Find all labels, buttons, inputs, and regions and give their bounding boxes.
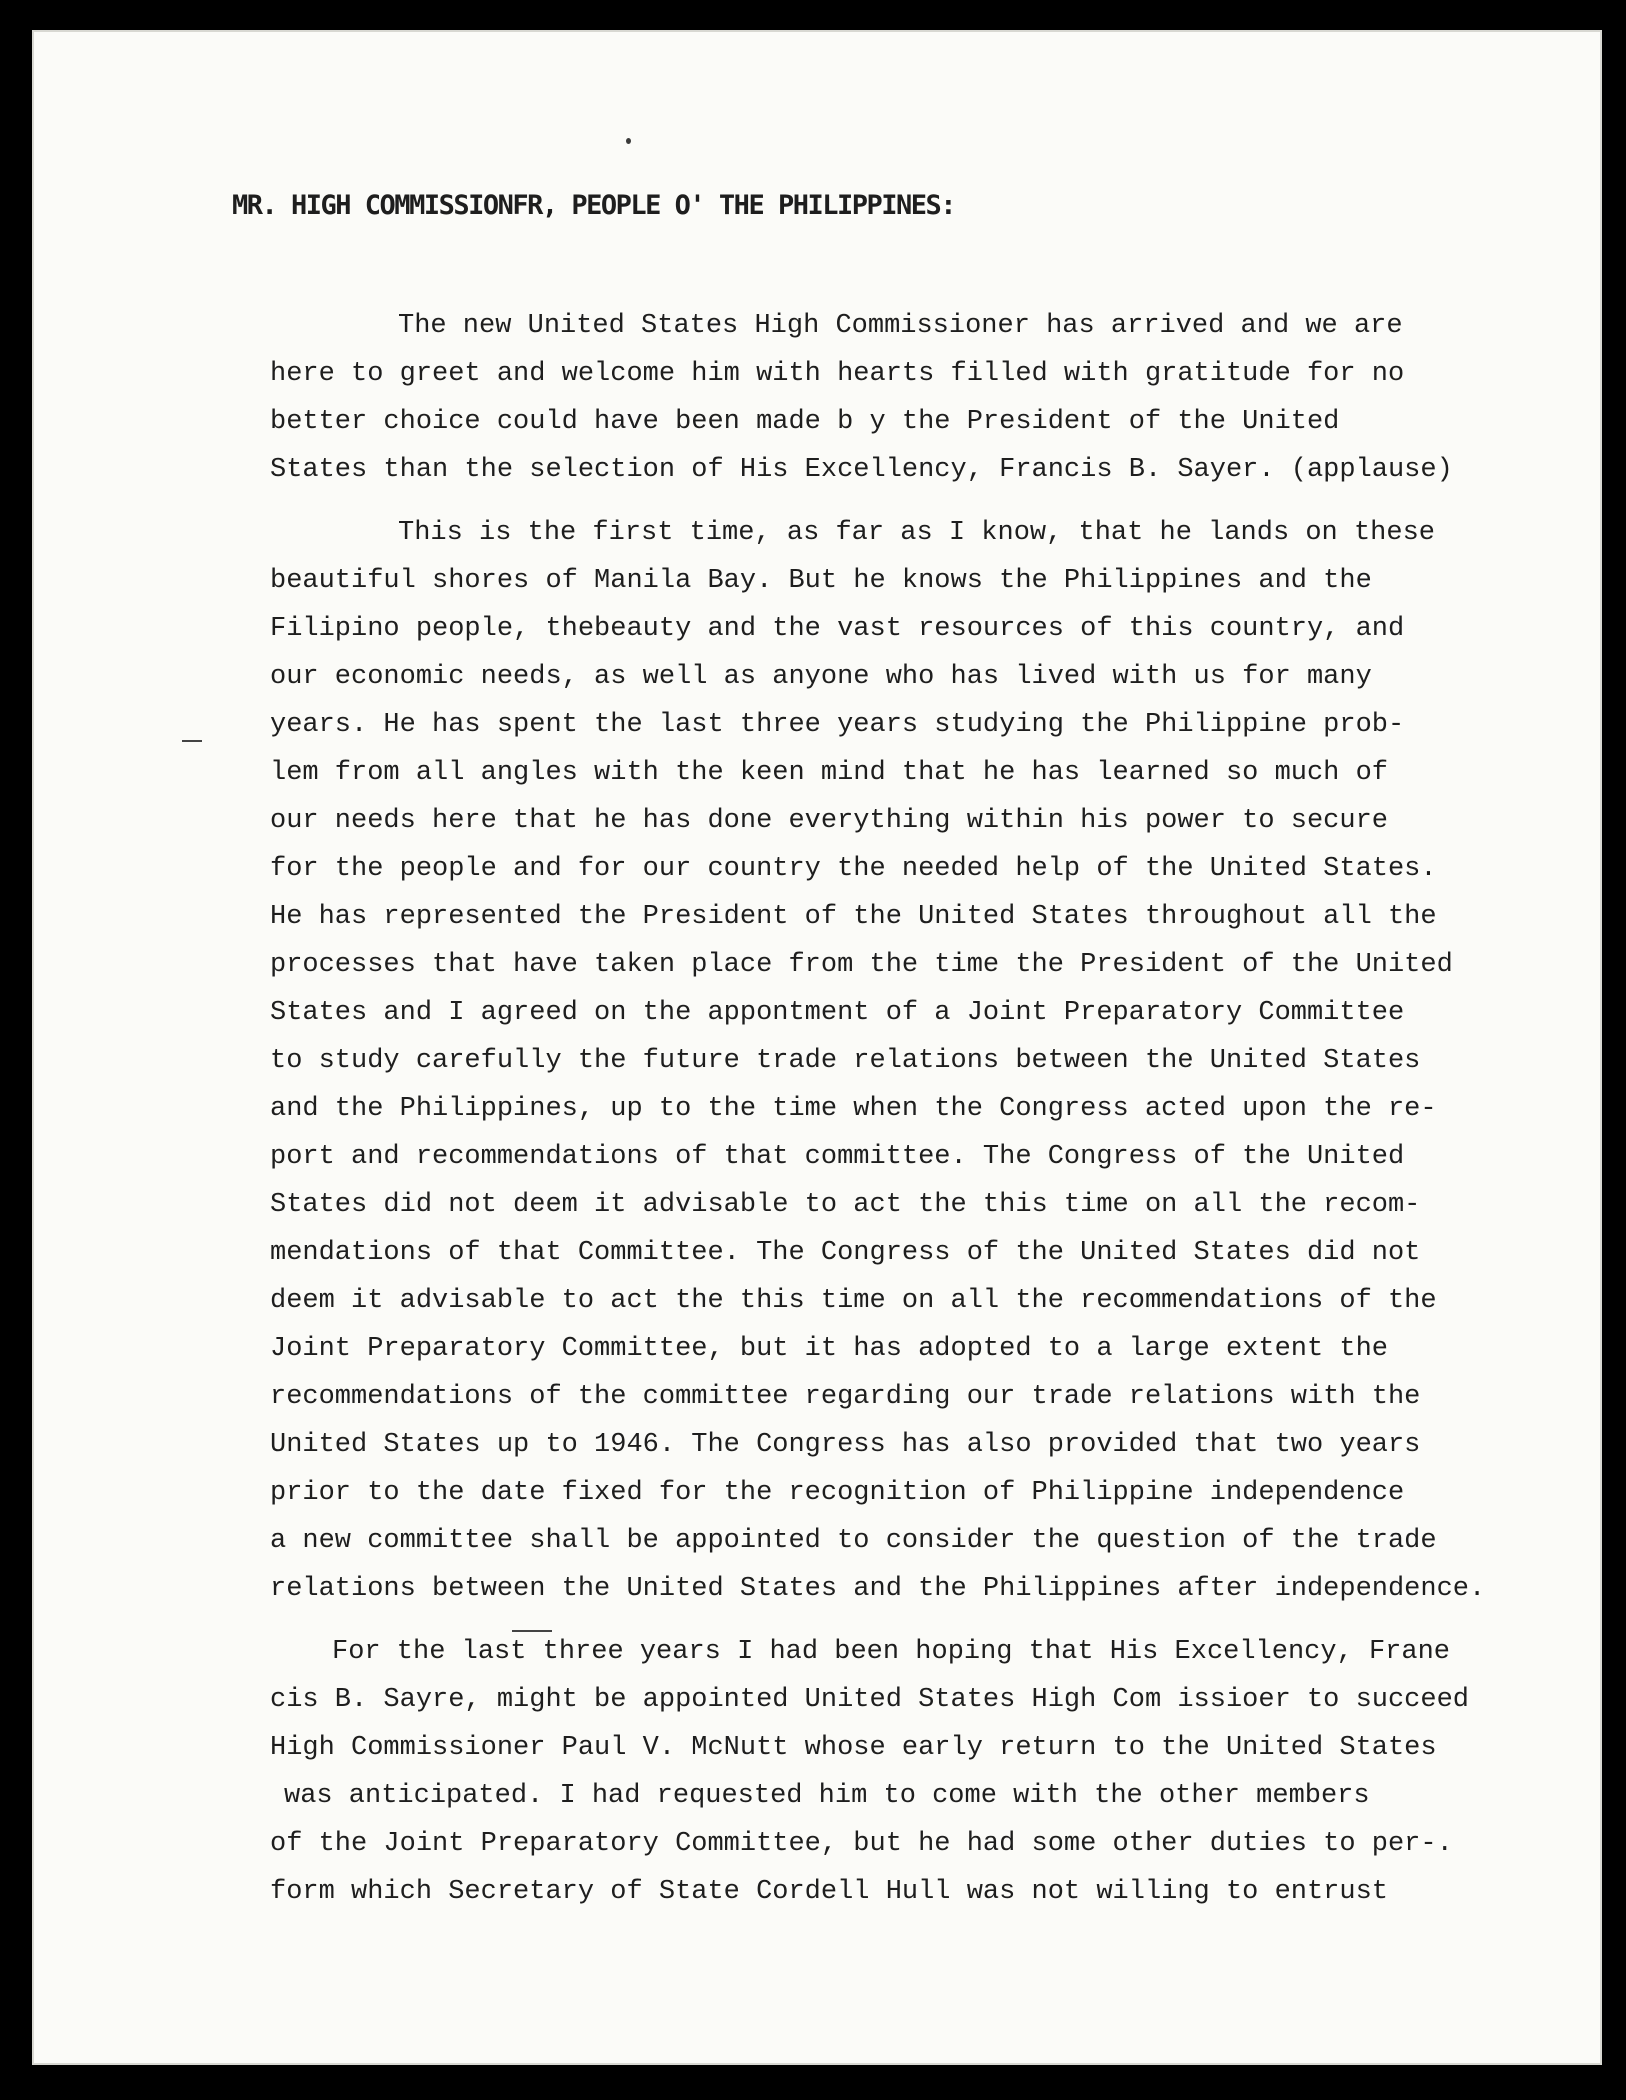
text-line: processes that have taken place from the time the President of the United	[270, 950, 1453, 980]
text-line: our needs here that he has done everything within his power to secure	[270, 806, 1388, 836]
speech-body	[270, 302, 1510, 1916]
text-line: relations between the United States and the Philippines after independence.	[270, 1574, 1486, 1604]
text-line: better choice could have been made b y the President of the United	[270, 407, 1340, 437]
text-line: our economic needs, as well as anyone who has lived with us for many	[270, 662, 1372, 692]
scan-mark	[182, 740, 202, 742]
scan-speck	[626, 138, 631, 144]
text-line: He has represented the President of the United States throughout all the	[270, 902, 1437, 932]
text-line: High Commissioner Paul V. McNutt whose early return to the United States	[270, 1733, 1437, 1763]
text-line: to study carefully the future trade relations between the United States	[270, 1046, 1421, 1076]
text-line: Joint Preparatory Committee, but it has adopted to a large extent the	[270, 1334, 1388, 1364]
scan-mark	[512, 1630, 552, 1632]
document-page	[32, 30, 1602, 2065]
text-line: mendations of that Committee. The Congress of the United States did not	[270, 1238, 1421, 1268]
text-line: United States up to 1946. The Congress has also provided that two years	[270, 1430, 1421, 1460]
text-line: For the last three years I had been hoping that His Excellency, Frane	[332, 1637, 1450, 1667]
text-line: States than the selection of His Excellency, Francis B. Sayer. (applause)	[270, 455, 1453, 485]
text-line: This is the first time, as far as I know, that he lands on these	[398, 518, 1435, 548]
text-line: years. He has spent the last three years studying the Philippine prob-	[270, 710, 1405, 740]
text-line: a new committee shall be appointed to consider the question of the trade	[270, 1526, 1437, 1556]
text-line: here to greet and welcome him with hearts filled with gratitude for no	[270, 359, 1405, 389]
speech-salutation: MR. HIGH COMMISSIONFR, PEOPLE O' THE PHILIPPINES:	[232, 190, 956, 221]
paragraph-1	[270, 302, 1510, 494]
text-line: port and recommendations of that committee. The Congress of the United	[270, 1142, 1405, 1172]
text-line: The new United States High Commissioner has arrived and we are	[398, 311, 1403, 341]
text-line: prior to the date fixed for the recognition of Philippine independence	[270, 1478, 1405, 1508]
text-line: was anticipated. I had requested him to come with the other members	[284, 1781, 1370, 1811]
text-line: lem from all angles with the keen mind that he has learned so much of	[270, 758, 1388, 788]
paragraph-2	[270, 509, 1510, 1613]
text-line: for the people and for our country the needed help of the United States.	[270, 854, 1437, 884]
text-line: deem it advisable to act the this time on all the recommendations of the	[270, 1286, 1437, 1316]
text-line: Filipino people, thebeauty and the vast resources of this country, and	[270, 614, 1405, 644]
paragraph-3	[270, 1628, 1510, 1916]
text-line: recommendations of the committee regarding our trade relations with the	[270, 1382, 1421, 1412]
text-line: States did not deem it advisable to act the this time on all the recom-	[270, 1190, 1421, 1220]
text-line: of the Joint Preparatory Committee, but he had some other duties to per-.	[270, 1829, 1453, 1859]
text-line: States and I agreed on the appontment of a Joint Preparatory Committee	[270, 998, 1405, 1028]
text-line: and the Philippines, up to the time when the Congress acted upon the re-	[270, 1094, 1437, 1124]
text-line: form which Secretary of State Cordell Hull was not willing to entrust	[270, 1877, 1388, 1907]
text-line: beautiful shores of Manila Bay. But he knows the Philippines and the	[270, 566, 1372, 596]
text-line: cis B. Sayre, might be appointed United States High Com issioer to succeed	[270, 1685, 1469, 1715]
